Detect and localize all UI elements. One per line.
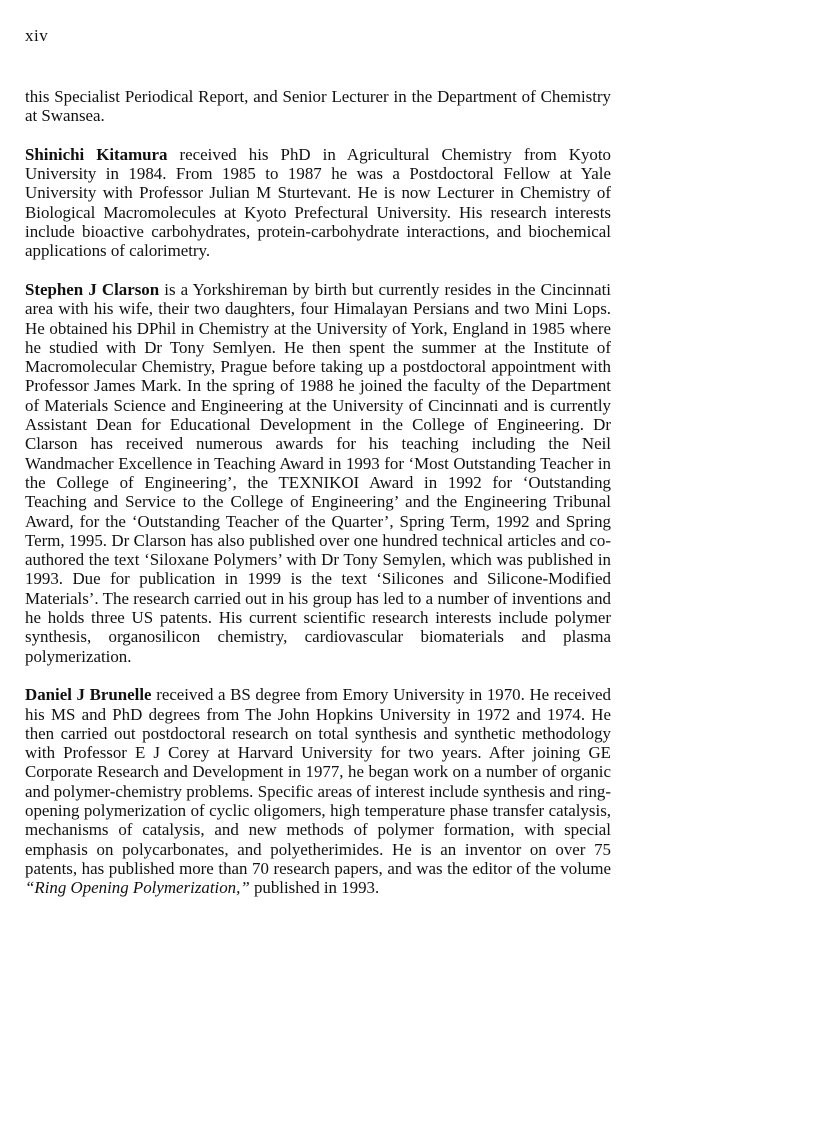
author-name: Shinichi Kitamura — [25, 144, 168, 164]
paragraph-text: this Specialist Periodical Report, and Senior Lecturer in the Department of Chemistry at Swansea. — [25, 87, 611, 126]
biography-text — [25, 87, 611, 917]
paragraph-text: received a BS degree from Emory University in 1970. He received his MS and PhD degrees from The John Hopkins University in 1972 and 1974. He then carried out postdoctoral research on total synthesis and synthetic methodology with Professor E J Corey at Harvard University for two years. After joining GE Corporate Research and Development in 1977, he began work on a number of organic and polymer-chemistry problems. Specific areas of interest include synthesis and ring-opening polymerization of cyclic oligomers, high temperature phase transfer catalysis, mechanisms of catalysis, and new methods of polymer formation, with special emphasis on polycarbonates, and polyetherimides. He is an inventor on over 75 patents, has published more than 70 research papers, and was the editor of the volume — [25, 685, 611, 878]
book-title: “Ring Opening Polymerization,” — [25, 878, 250, 898]
author-name: Daniel J Brunelle — [25, 685, 152, 705]
bio-paragraph-continued — [25, 87, 611, 126]
page-number: xiv — [25, 26, 49, 45]
paragraph-text: is a Yorkshireman by birth but currently resides in the Cincinnati area with his wife, their two daughters, four Himalayan Persians and two Mini Lops. He obtained his DPhil in Chemistry at the University of York, England in 1985 where he studied with Dr Tony Semlyen. He then spent the summer at the Institute of Macromolecular Chemistry, Prague before taking up a postdoctoral appointment with Professor James Mark. In the spring of 1988 he joined the faculty of the Department of Materials Science and Engineering at the University of Cincinnati and is currently Assistant Dean for Educational Development in the College of Engineering. Dr Clarson has received numerous awards for his teaching including the Neil Wandmacher Excellence in Teaching Award in 1993 for ‘Most Outstanding Teacher in the College of Engineering’, the TEXNIKOI Award in 1992 for ‘Outstanding Teaching and Service to the College of Engineering’ and the Engineering Tribunal Award, for the ‘Outstanding Teacher of the Quarter’, Spring Term, 1992 and Spring Term, 1995. Dr Clarson has also published over one hundred technical articles and co-authored the text ‘Siloxane Polymers’ with Dr Tony Semylen, which was published in 1993. Due for publication in 1999 is the text ‘Silicones and Silicone-Modified Materials’. The research carried out in his group has led to a number of inventions and he holds three US patents. His current scientific research interests include polymer synthesis, organosilicon chemistry, cardiovascular biomaterials and plasma polymerization. — [25, 279, 611, 666]
bio-paragraph-clarson — [25, 280, 611, 666]
bio-paragraph-brunelle — [25, 685, 611, 897]
paragraph-text: received his PhD in Agricultural Chemistry from Kyoto University in 1984. From 1985 to 1987 he was a Postdoctoral Fellow at Yale University with Professor Julian M Sturtevant. He is now Lecturer in Chemistry of Biological Macromolecules at Kyoto Prefectural University. His research interests include bioactive carbohydrates, protein-carbohydrate interactions, and biochemical applications of calorimetry. — [25, 144, 611, 261]
bio-paragraph-kitamura — [25, 145, 611, 261]
paragraph-tail: published in 1993. — [249, 878, 380, 898]
author-name: Stephen J Clarson — [25, 279, 160, 299]
